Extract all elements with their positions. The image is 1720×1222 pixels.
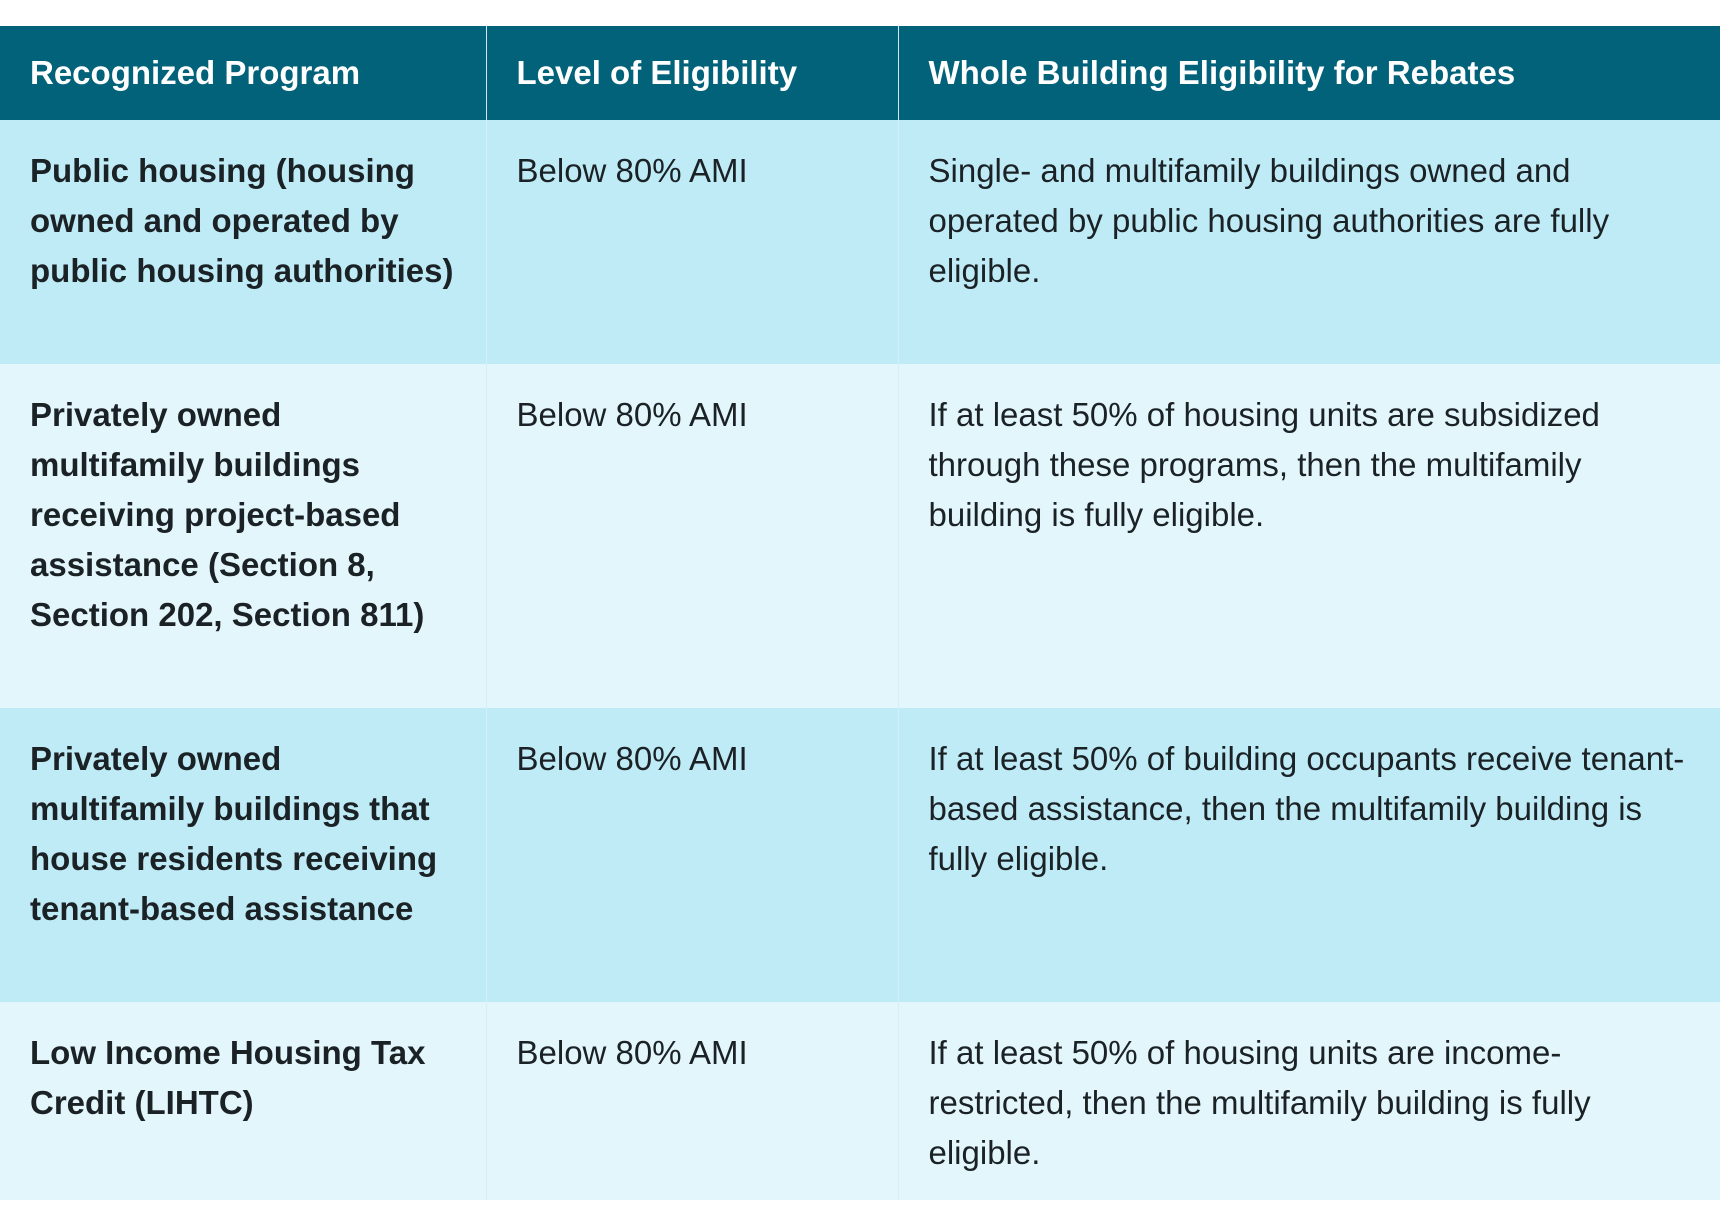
eligibility-cell: Single- and multifamily buildings owned and operated by public housing authorities are fully eligible.	[898, 120, 1720, 364]
level-cell: Below 80% AMI	[486, 708, 898, 1002]
header-level-of-eligibility: Level of Eligibility	[486, 26, 898, 120]
program-cell: Privately owned multifamily buildings receiving project-based assistance (Section 8, Section 202, Section 811)	[0, 364, 486, 708]
table-row	[0, 708, 1720, 1002]
header-whole-building-eligibility: Whole Building Eligibility for Rebates	[898, 26, 1720, 120]
level-cell: Below 80% AMI	[486, 1002, 898, 1200]
header-row	[0, 26, 1720, 120]
eligibility-cell: If at least 50% of housing units are subsidized through these programs, then the multifamily building is fully eligible.	[898, 364, 1720, 708]
eligibility-cell: If at least 50% of housing units are income-restricted, then the multifamily building is fully eligible.	[898, 1002, 1720, 1200]
eligibility-cell: If at least 50% of building occupants receive tenant-based assistance, then the multifamily building is fully eligible.	[898, 708, 1720, 1002]
table-body	[0, 120, 1720, 1200]
program-cell: Privately owned multifamily buildings that house residents receiving tenant-based assistance	[0, 708, 486, 1002]
header-recognized-program: Recognized Program	[0, 26, 486, 120]
program-cell: Low Income Housing Tax Credit (LIHTC)	[0, 1002, 486, 1200]
eligibility-table	[0, 26, 1720, 1200]
table-header	[0, 26, 1720, 120]
program-cell: Public housing (housing owned and operated by public housing authorities)	[0, 120, 486, 364]
eligibility-table-container	[0, 26, 1720, 1200]
table-row	[0, 364, 1720, 708]
level-cell: Below 80% AMI	[486, 120, 898, 364]
table-row	[0, 120, 1720, 364]
level-cell: Below 80% AMI	[486, 364, 898, 708]
table-row	[0, 1002, 1720, 1200]
